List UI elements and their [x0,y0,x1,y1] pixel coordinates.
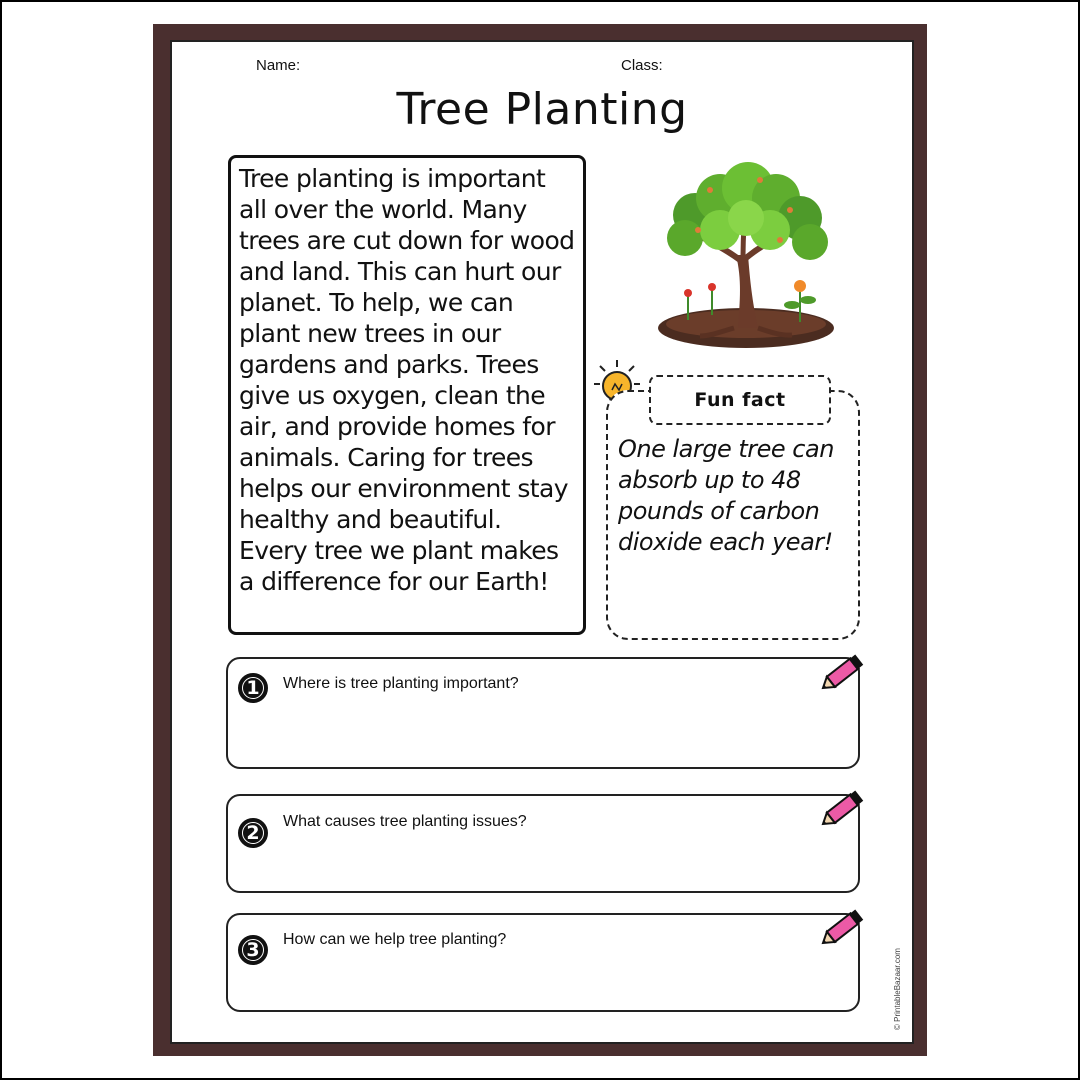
tree-illustration [650,160,840,355]
question-3-answer-box[interactable] [226,913,860,1012]
question-2-text: What causes tree planting issues? [283,813,527,830]
question-1-answer-box[interactable] [226,657,860,769]
pencil-icon [818,786,868,832]
question-2-number-badge: 2 [238,818,268,848]
reading-passage-box [228,155,586,635]
credit-text: © PrintableBazaar.com [893,948,902,1030]
question-1-number-badge: 1 [238,673,268,703]
fun-fact-text: One large tree can absorb up to 48 pounds of carbon dioxide each year! [618,435,834,556]
question-3-text: How can we help tree planting? [283,931,507,948]
question-2-answer-box[interactable] [226,794,860,893]
fun-fact-label: Fun fact [649,375,831,425]
class-label: Class: [621,57,663,74]
pencil-icon [818,650,868,696]
page-title: Tree Planting [396,84,688,135]
pencil-icon [818,905,868,951]
reading-passage-text: Tree planting is important all over the world. Many trees are cut down for wood and land. This can hurt our planet. To help, we can plant new trees in our gardens and parks. Trees give us oxygen, clean the air, and provide homes for animals. Caring for trees helps our environment stay healthy and beautiful. Every tree we plant makes a difference for our Earth! [239,164,575,596]
question-3-number-badge: 3 [238,935,268,965]
question-1-text: Where is tree planting important? [283,675,519,692]
name-label: Name: [256,57,301,74]
